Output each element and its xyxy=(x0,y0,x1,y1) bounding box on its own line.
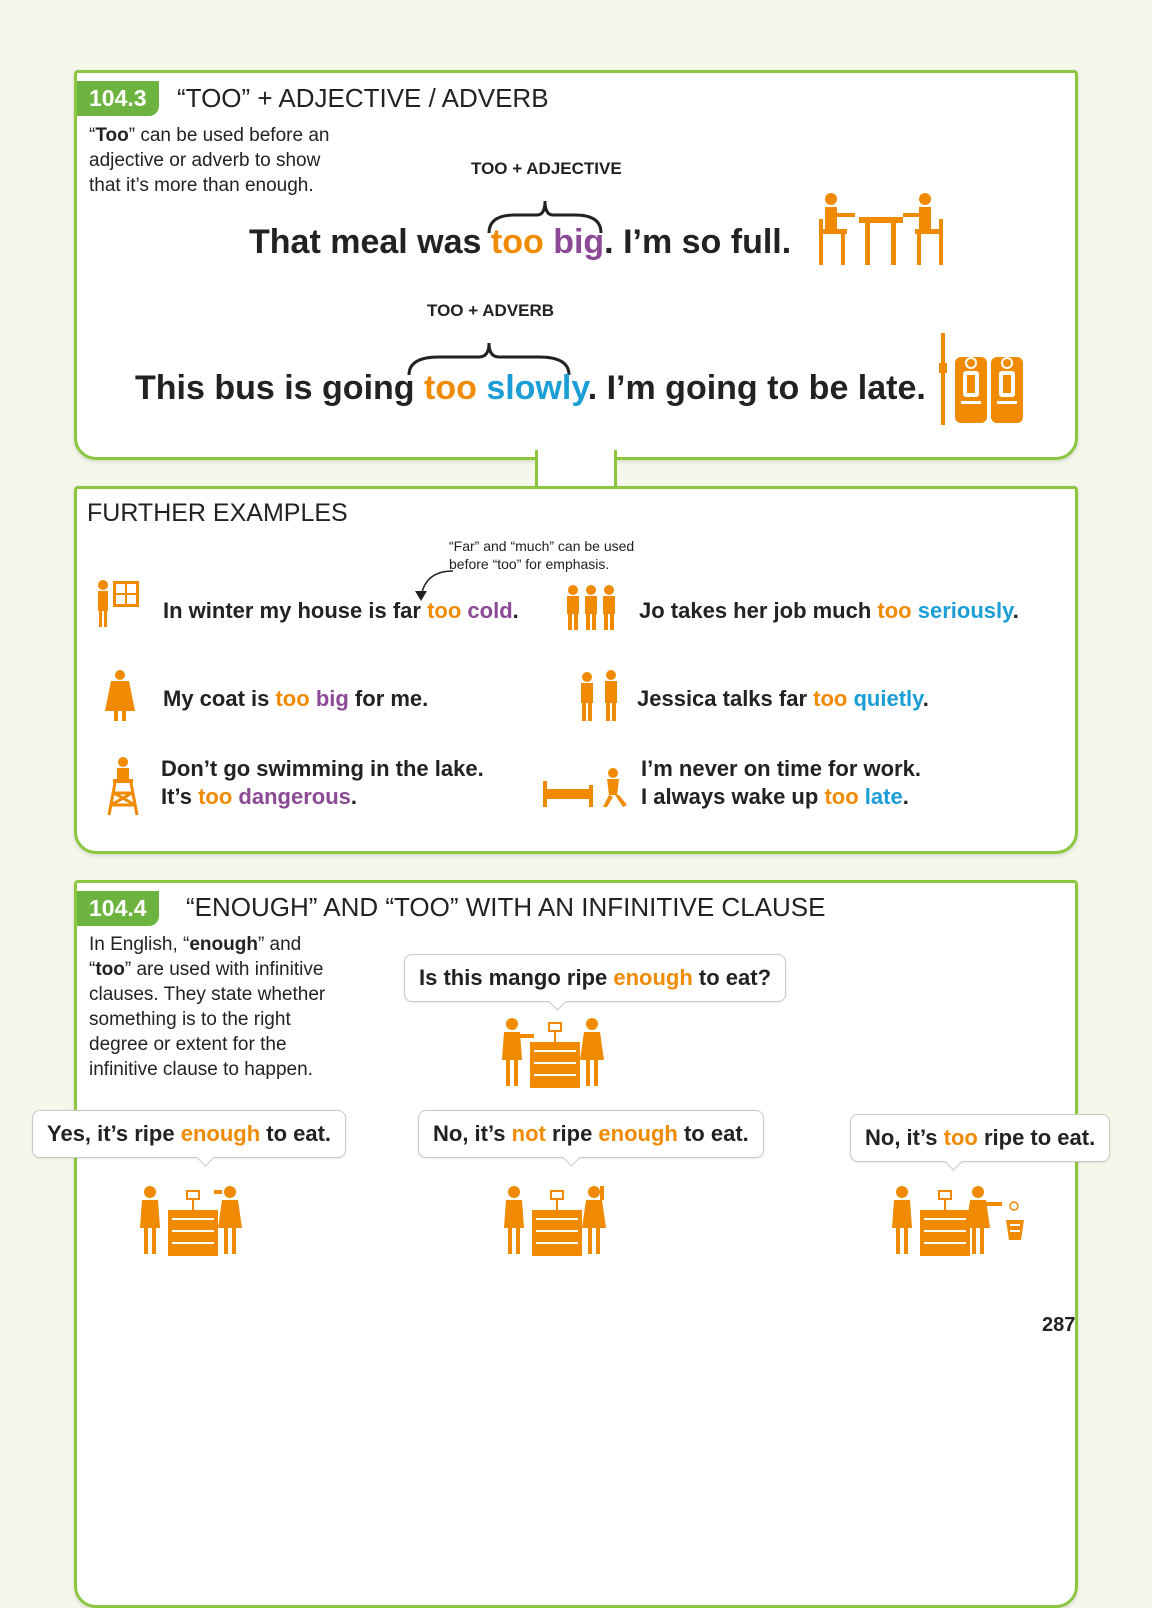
mango-stall-shopping-icon xyxy=(500,1016,610,1088)
lifeguard-tower-icon xyxy=(107,757,139,817)
coworkers-icon xyxy=(563,585,617,631)
too-adverb-label: TOO + ADVERB xyxy=(427,301,555,320)
cold-person-window-icon xyxy=(95,579,141,629)
diners-at-table-icon xyxy=(819,191,945,267)
section-too-adjective-adverb xyxy=(74,70,1078,460)
example-sentence-adjective: That meal was too big. I’m so full. xyxy=(249,223,792,261)
section-badge: 104.3 xyxy=(77,81,159,116)
bubble-tail xyxy=(196,1148,214,1166)
further-examples-panel xyxy=(74,486,1078,854)
page-number: 287 xyxy=(1042,1314,1076,1336)
intro-text: In English, “enough” and “too” are used with infinitive clauses. They state whether something is to the right degree or extent for the infinitive clause to happen. xyxy=(89,934,326,1080)
further-examples-title: FURTHER EXAMPLES xyxy=(87,499,348,527)
too-adjective-label: TOO + ADJECTIVE xyxy=(471,159,622,178)
example-too-quietly: Jessica talks far too quietly. xyxy=(637,686,929,711)
answer-bubble-not-ripe-enough: No, it’s not ripe enough to eat. xyxy=(418,1110,764,1158)
example-too-late: I’m never on time for work. I always wake up too late. xyxy=(641,756,921,809)
section-title: “ENOUGH” AND “TOO” WITH AN INFINITIVE CLAUSE xyxy=(186,892,826,922)
two-people-talking-icon xyxy=(577,669,623,723)
answer-bubble-ripe-enough: Yes, it’s ripe enough to eat. xyxy=(32,1110,346,1158)
emphasis-note: “Far” and “much” can be used before “too” for emphasis. xyxy=(449,538,635,572)
intro-text: “Too” can be used before an adjective or adverb to show that it’s more than enough. xyxy=(89,125,330,196)
customer-happy-icon xyxy=(138,1184,248,1256)
section-enough-too-content xyxy=(47,880,1096,1302)
bus-passengers-icon xyxy=(939,333,1029,425)
bubble-tail xyxy=(548,992,566,1010)
bubble-tail xyxy=(562,1148,580,1166)
section-title: “TOO” + ADJECTIVE / ADVERB xyxy=(177,83,549,113)
bed-oversleeping-icon xyxy=(543,767,627,809)
example-too-dangerous: Don’t go swimming in the lake. It’s too dangerous. xyxy=(161,756,484,809)
big-coat-person-icon xyxy=(105,669,135,721)
section-badge: 104.4 xyxy=(77,891,159,926)
question-bubble: Is this mango ripe enough to eat? xyxy=(404,954,786,1002)
customer-neutral-icon xyxy=(502,1184,612,1256)
answer-bubble-too-ripe: No, it’s too ripe to eat. xyxy=(850,1114,1110,1162)
example-much-too-seriously: Jo takes her job much too seriously. xyxy=(639,598,1019,623)
example-too-big: My coat is too big for me. xyxy=(163,686,429,711)
customer-bin-icon xyxy=(890,1184,1030,1256)
bubble-tail xyxy=(944,1152,962,1170)
example-sentence-adverb: This bus is going too slowly. I’m going to be late. xyxy=(135,369,926,407)
example-far-too-cold: In winter my house is far too cold. xyxy=(163,598,519,623)
